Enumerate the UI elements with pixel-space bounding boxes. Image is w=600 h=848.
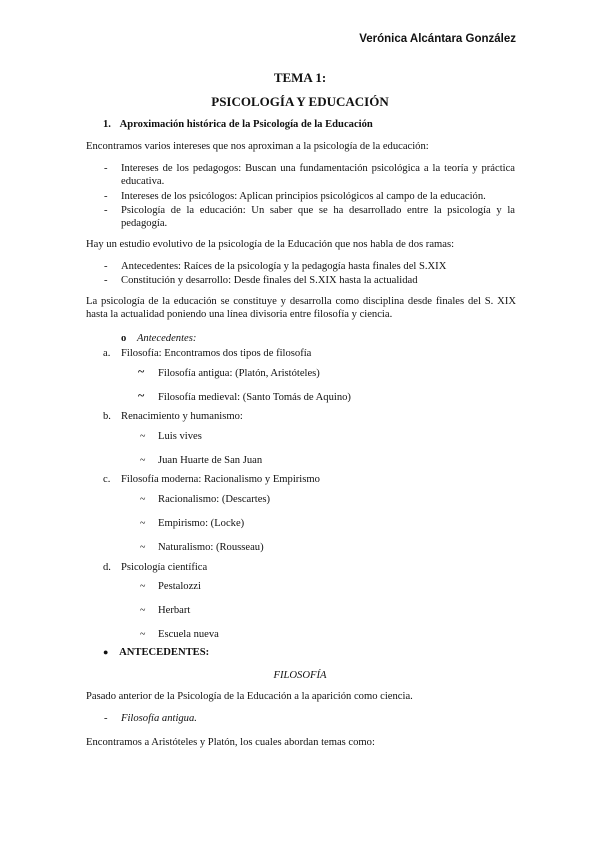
tilde-icon: ~ — [140, 494, 146, 505]
intereses-item-1: - Intereses de los pedagogos: Buscan una fundamentación psicológica a la teoría y práctica educativa. — [121, 162, 515, 188]
filosofia-antigua-item: - Filosofía antigua. — [121, 712, 421, 725]
page-subtitle: PSICOLOGÍA Y EDUCACIÓN — [211, 94, 389, 109]
group-d-item-2: Herbart — [158, 605, 191, 616]
group-c — [103, 473, 503, 486]
antecedentes-label: Antecedentes: — [136, 333, 197, 344]
group-c-item-2: Empirismo: (Locke) — [158, 518, 245, 529]
rama-item-2: - Constitución y desarrollo: Desde finales del S.XIX hasta la actualidad — [121, 274, 515, 287]
pasado-paragraph: Pasado anterior de la Psicología de la Educación a la aparición como ciencia. — [86, 691, 413, 702]
o-bullet: o — [121, 333, 127, 344]
group-a-item-2: Filosofía medieval: (Santo Tomás de Aquino) — [158, 392, 351, 403]
group-a — [103, 347, 503, 360]
group-label: Filosofía: Encontramos dos tipos de filosofía — [121, 348, 312, 359]
group-a-item-1: Filosofía antigua: (Platón, Aristóteles) — [158, 368, 320, 379]
rama-item-1: - Antecedentes: Raíces de la psicología y la pedagogía hasta finales del S.XIX — [121, 260, 515, 273]
group-b — [103, 410, 503, 423]
antecedentes-heading-text: ANTECEDENTES: — [119, 647, 210, 658]
tilde-icon: ~ — [140, 581, 146, 592]
tilde-icon: ~ — [138, 364, 145, 378]
intereses-item-3: - Psicología de la educación: Un saber que se ha desarrollado entre la psicología y la pedagogía. — [121, 204, 515, 230]
section-heading — [103, 118, 503, 131]
group-label: Psicología científica — [121, 562, 208, 573]
group-c-item-3: Naturalismo: (Rousseau) — [158, 542, 264, 553]
antecedentes-subheading — [121, 332, 421, 345]
group-label: Filosofía moderna: Racionalismo y Empirismo — [121, 474, 320, 485]
tilde-icon: ~ — [140, 518, 146, 529]
tilde-icon: ~ — [140, 605, 146, 616]
group-d-item-1: Pestalozzi — [158, 581, 201, 592]
group-b-item-1: Luis vives — [158, 431, 202, 442]
bullet-icon: ● — [103, 647, 109, 657]
tilde-icon: ~ — [140, 629, 146, 640]
intereses-item-2: - Intereses de los psicólogos: Aplican principios psicológicos al campo de la educación. — [121, 190, 515, 203]
tilde-icon: ~ — [140, 431, 146, 442]
tilde-icon: ~ — [138, 388, 145, 402]
tilde-icon: ~ — [140, 455, 146, 466]
intro-paragraph: Encontramos varios intereses que nos aproximan a la psicología de la educación: — [86, 141, 429, 152]
antecedentes-heading — [103, 646, 403, 659]
group-letter: b. — [103, 411, 111, 422]
group-d-item-3: Escuela nueva — [158, 629, 219, 640]
section-title: Aproximación histórica de la Psicología de la Educación — [119, 119, 373, 130]
estudio-paragraph: Hay un estudio evolutivo de la psicología de la Educación que nos habla de dos ramas: — [86, 239, 455, 250]
page-title: TEMA 1: — [273, 70, 327, 85]
section-number: 1. — [103, 119, 111, 130]
group-letter: d. — [103, 562, 111, 573]
group-letter: c. — [103, 474, 111, 485]
tilde-icon: ~ — [140, 542, 146, 553]
group-d — [103, 561, 503, 574]
group-b-item-2: Juan Huarte de San Juan — [158, 455, 263, 466]
group-letter: a. — [103, 348, 111, 359]
constitucion-paragraph: La psicología de la educación se constituye y desarrolla como disciplina desde finales del S. XIX hasta la actualidad poniendo una línea divisoria entre filosofía y ciencia. — [86, 296, 516, 320]
group-c-item-1: Racionalismo: (Descartes) — [158, 494, 271, 505]
encontramos-paragraph: Encontramos a Aristóteles y Platón, los cuales abordan temas como: — [86, 737, 375, 748]
filosofia-heading: FILOSOFÍA — [273, 670, 327, 681]
author-header: Verónica Alcántara González — [359, 33, 516, 45]
group-label: Renacimiento y humanismo: — [121, 411, 243, 422]
